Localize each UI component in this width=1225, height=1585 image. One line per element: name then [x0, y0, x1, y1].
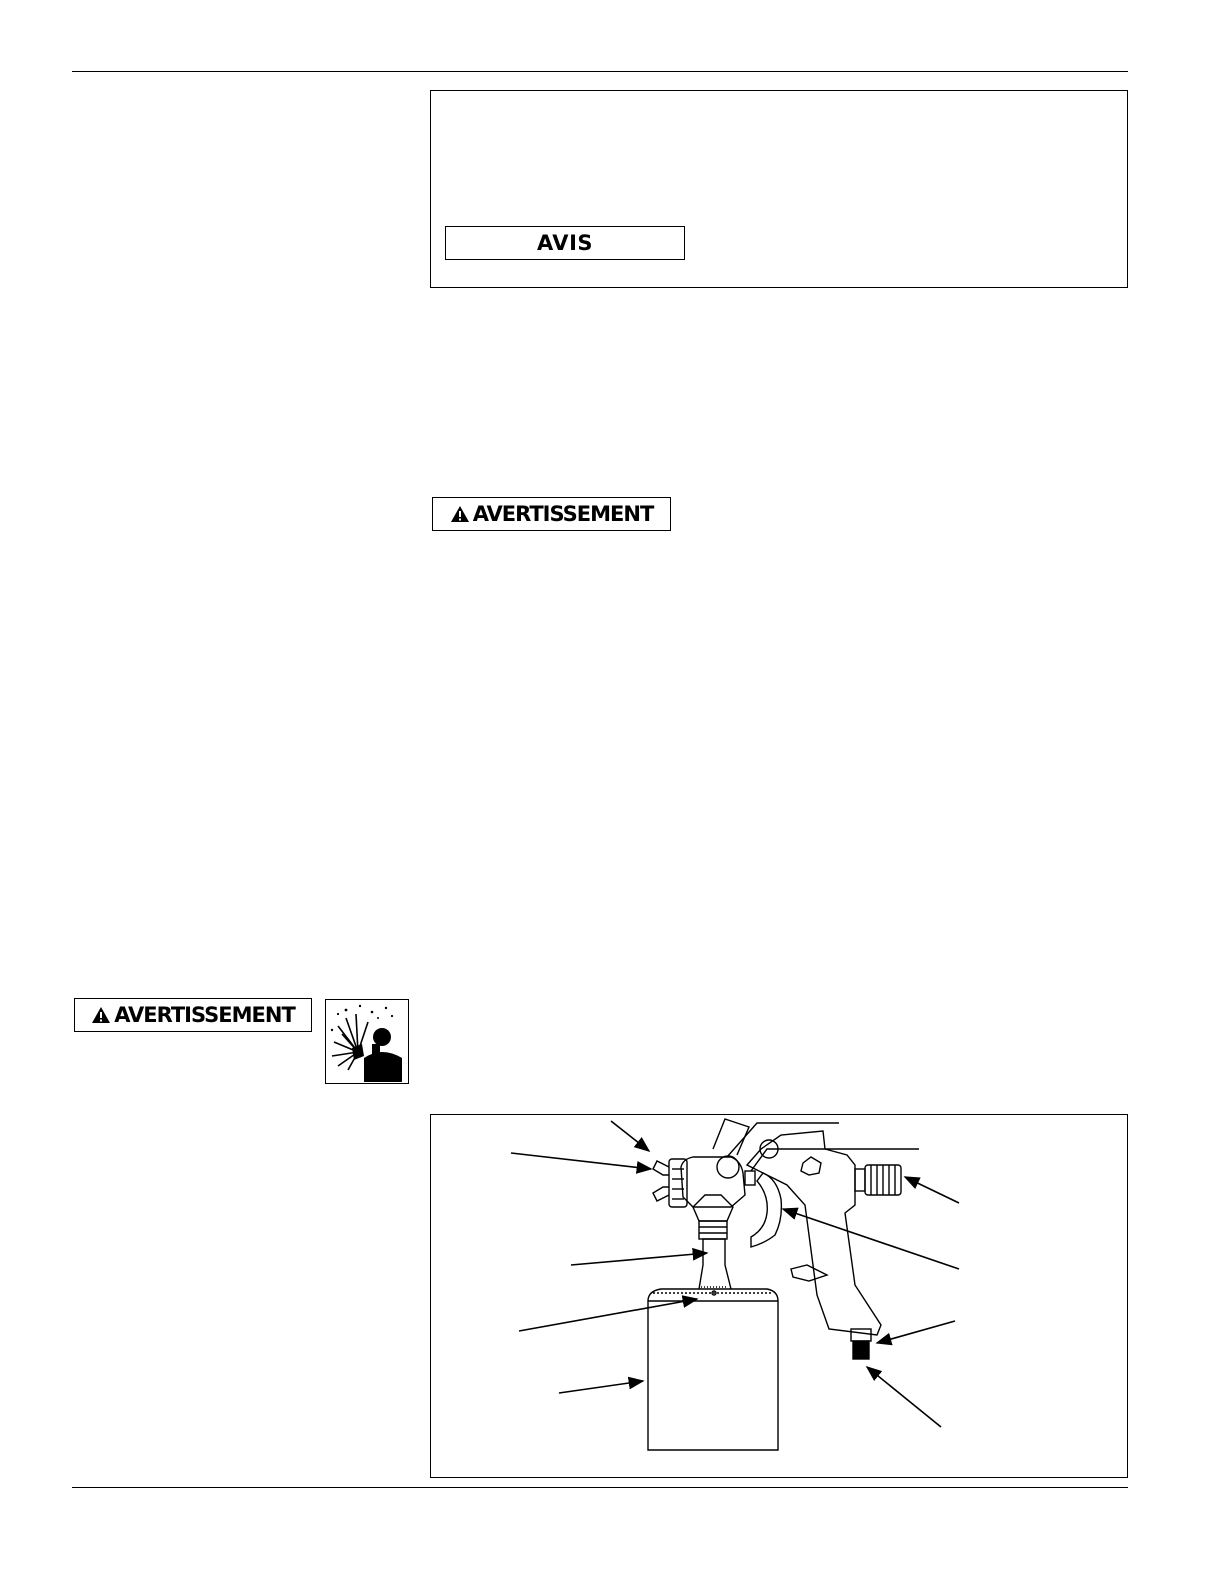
- bottom-rule: [72, 1487, 1128, 1488]
- figure-box: [430, 1114, 1128, 1478]
- warning-side-label: [74, 998, 312, 1032]
- spray-gun-diagram: [431, 1115, 1126, 1476]
- warning-triangle-icon: [91, 1006, 111, 1024]
- warning-main-text: AVERTISSEMENT: [472, 502, 654, 526]
- top-rule: [72, 71, 1128, 72]
- paint-cup: [648, 1289, 778, 1450]
- warning-side-text: AVERTISSEMENT: [114, 1003, 295, 1027]
- notice-box: [430, 90, 1128, 288]
- warning-main-label: [432, 497, 671, 531]
- notice-label-text: AVIS: [536, 231, 594, 255]
- notice-label: [445, 226, 685, 260]
- burst-hazard-pictogram: [325, 999, 409, 1084]
- warning-triangle-icon: [450, 505, 470, 523]
